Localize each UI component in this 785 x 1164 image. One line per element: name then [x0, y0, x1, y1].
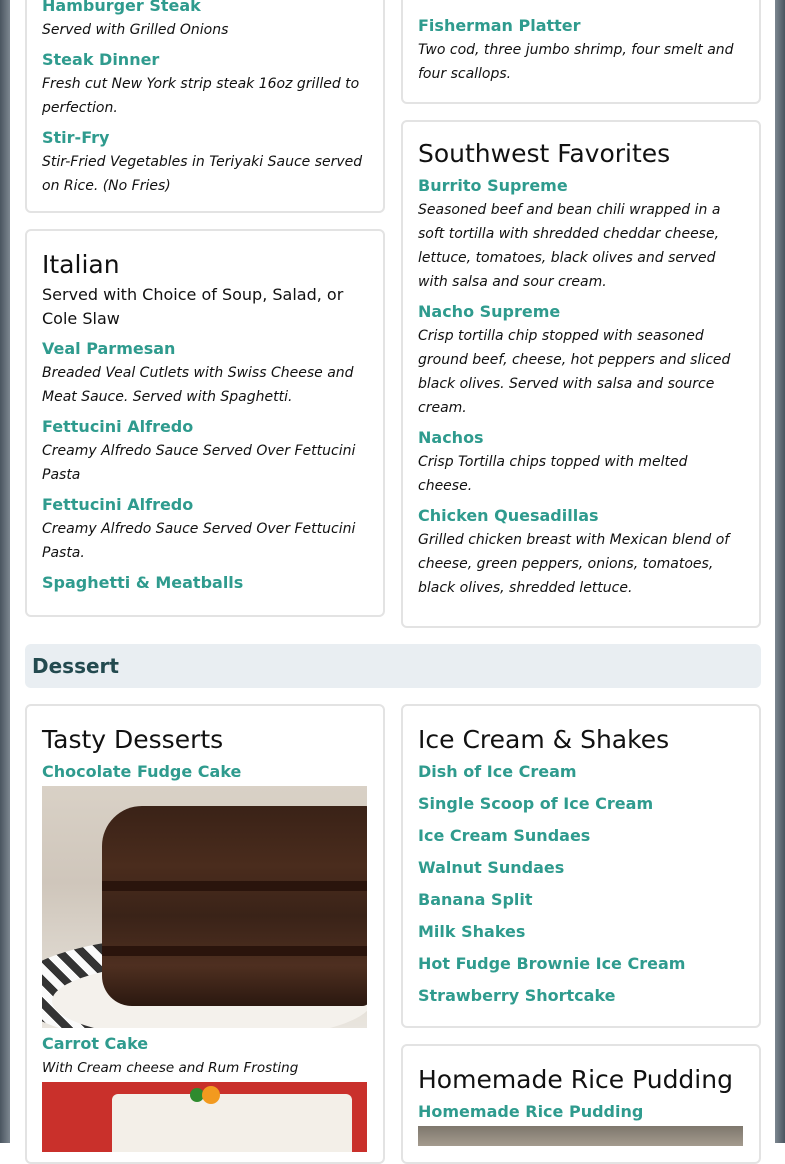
- menu-item-description: Fresh cut New York strip steak 16oz grilled to perfection.: [42, 76, 360, 116]
- menu-item[interactable]: [42, 415, 368, 487]
- page-edge-left: [0, 0, 10, 1143]
- menu-item-name[interactable]: Spaghetti & Meatballs: [42, 573, 244, 592]
- carrot-cake-photo: [42, 1082, 367, 1152]
- card-title: Ice Cream & Shakes: [418, 725, 670, 754]
- menu-item-description: Served with Grilled Onions: [42, 22, 229, 38]
- page-edge-right: [775, 0, 785, 1143]
- menu-item-name[interactable]: Hamburger Steak: [42, 0, 201, 15]
- menu-card-southwest: [401, 120, 761, 628]
- card-title: Homemade Rice Pudding: [418, 1065, 733, 1094]
- rice-pudding-photo: [418, 1126, 743, 1146]
- menu-item[interactable]: [418, 426, 744, 498]
- menu-card-italian: [25, 229, 385, 617]
- menu-item-name[interactable]: Carrot Cake: [42, 1034, 149, 1053]
- menu-item-name[interactable]: Homemade Rice Pudding: [418, 1102, 644, 1121]
- menu-card-tasty-desserts: [25, 704, 385, 1164]
- section-header-dessert: Dessert: [25, 644, 761, 688]
- menu-item-name[interactable]: Chocolate Fudge Cake: [42, 762, 242, 781]
- menu-item-name[interactable]: Milk Shakes: [418, 922, 526, 941]
- menu-item[interactable]: [42, 1032, 368, 1152]
- menu-item-name[interactable]: Fisherman Platter: [418, 16, 581, 35]
- menu-item-name[interactable]: Walnut Sundaes: [418, 858, 565, 877]
- card-title: Italian: [42, 250, 120, 279]
- menu-item-description: Creamy Alfredo Sauce Served Over Fettucini Pasta.: [42, 521, 356, 561]
- menu-item[interactable]: [42, 337, 368, 409]
- menu-item-name[interactable]: Fettucini Alfredo: [42, 417, 194, 436]
- menu-card-entrees: [25, 0, 385, 213]
- menu-item[interactable]: [42, 493, 368, 565]
- menu-item-description: Breaded Veal Cutlets with Swiss Cheese and Meat Sauce. Served with Spaghetti.: [42, 365, 354, 405]
- menu-item-name[interactable]: Fettucini Alfredo: [42, 495, 194, 514]
- menu-item-description: Seasoned beef and bean chili wrapped in a soft tortilla with shredded cheddar cheese, lettuce, tomatoes, black olives and served with salsa and sour cream.: [418, 202, 721, 290]
- menu-item-name[interactable]: Ice Cream Sundaes: [418, 826, 591, 845]
- menu-item[interactable]: [42, 48, 368, 120]
- menu-item[interactable]: [42, 760, 368, 1028]
- menu-item[interactable]: [42, 0, 368, 42]
- menu-card-seafood: [401, 0, 761, 104]
- menu-item-name[interactable]: Banana Split: [418, 890, 533, 909]
- menu-item[interactable]: [42, 126, 368, 198]
- menu-card-ice-cream: [401, 704, 761, 1028]
- menu-card-rice-pudding: [401, 1044, 761, 1164]
- menu-item-description: Two cod, three jumbo shrimp, four smelt and four scallops.: [418, 42, 734, 82]
- menu-item-name[interactable]: Single Scoop of Ice Cream: [418, 794, 654, 813]
- menu-item-description: Crisp Tortilla chips topped with melted cheese.: [418, 454, 688, 494]
- menu-item-name[interactable]: Nachos: [418, 428, 484, 447]
- menu-item-description: Creamy Alfredo Sauce Served Over Fettucini Pasta: [42, 443, 356, 483]
- card-title: Tasty Desserts: [42, 725, 224, 754]
- menu-item[interactable]: [418, 14, 744, 86]
- menu-item-description: With Cream cheese and Rum Frosting: [42, 1060, 299, 1076]
- menu-item-name[interactable]: Steak Dinner: [42, 50, 160, 69]
- card-title: Southwest Favorites: [418, 139, 671, 168]
- menu-item-description: Grilled chicken breast with Mexican blend of cheese, green peppers, onions, tomatoes, black olives, shredded lettuce.: [418, 532, 730, 596]
- chocolate-fudge-cake-photo: [42, 786, 367, 1028]
- menu-item-description: Crisp tortilla chip stopped with seasoned ground beef, cheese, hot peppers and sliced black olives. Served with salsa and source cream.: [418, 328, 731, 416]
- menu-item-description: Stir-Fried Vegetables in Teriyaki Sauce served on Rice. (No Fries): [42, 154, 363, 194]
- menu-item-name[interactable]: Stir-Fry: [42, 128, 110, 147]
- menu-item-name[interactable]: Veal Parmesan: [42, 339, 176, 358]
- menu-item-name[interactable]: Hot Fudge Brownie Ice Cream: [418, 954, 686, 973]
- menu-item-name[interactable]: Nacho Supreme: [418, 302, 561, 321]
- menu-item[interactable]: [418, 504, 744, 600]
- menu-item[interactable]: [418, 174, 744, 294]
- menu-item-name[interactable]: Burrito Supreme: [418, 176, 568, 195]
- menu-item-name[interactable]: Chicken Quesadillas: [418, 506, 599, 525]
- menu-item[interactable]: [418, 300, 744, 420]
- card-subtitle: Served with Choice of Soup, Salad, or Cole Slaw: [42, 285, 344, 328]
- menu-item-name[interactable]: Dish of Ice Cream: [418, 762, 577, 781]
- menu-item[interactable]: [42, 571, 368, 595]
- menu-item-name[interactable]: Strawberry Shortcake: [418, 986, 616, 1005]
